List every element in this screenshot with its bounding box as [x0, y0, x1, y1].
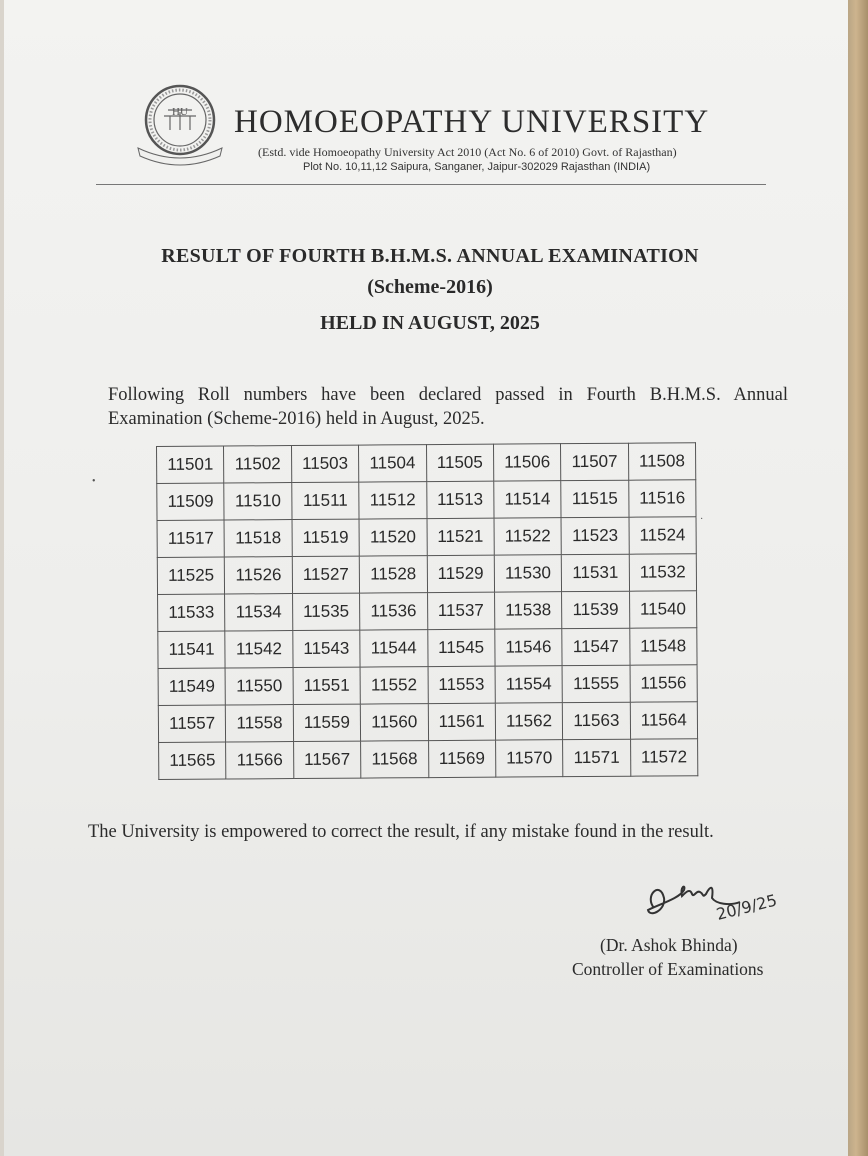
roll-number-cell: 11546	[495, 629, 563, 666]
roll-number-cell: 11563	[563, 702, 631, 739]
roll-number-cell: 11518	[224, 520, 292, 557]
roll-number-cell: 11564	[630, 702, 698, 739]
university-seal-icon	[134, 82, 224, 167]
signatory-designation: Controller of Examinations	[572, 959, 764, 979]
roll-number-cell: 11515	[561, 480, 629, 517]
roll-number-cell: 11502	[224, 446, 292, 483]
exam-held-date: HELD IN AUGUST, 2025	[320, 312, 540, 334]
roll-number-cell: 11561	[428, 703, 496, 740]
roll-number-cell: 11549	[158, 668, 226, 705]
roll-number-cell: 11522	[494, 518, 562, 555]
roll-number-cell: 11565	[159, 742, 227, 779]
roll-number-cell: 11572	[630, 739, 698, 776]
roll-number-cell: 11545	[427, 629, 495, 666]
roll-number-table	[156, 442, 698, 780]
roll-number-cell: 11514	[494, 481, 562, 518]
roll-number-cell: 11519	[292, 519, 360, 556]
roll-number-cell: 11542	[225, 631, 293, 668]
roll-number-cell: 11523	[561, 517, 629, 554]
roll-number-cell: 11534	[225, 594, 293, 631]
paper-speck: ·	[700, 514, 704, 525]
roll-number-cell: 11524	[629, 517, 697, 554]
roll-number-cell: 11557	[158, 705, 226, 742]
roll-number-cell: 11531	[562, 554, 630, 591]
roll-number-cell: 11509	[157, 483, 225, 520]
roll-number-cell: 11504	[359, 445, 427, 482]
disclaimer-text: The University is empowered to correct the result, if any mistake found in the result.	[88, 822, 714, 842]
roll-number-cell: 11550	[225, 668, 293, 705]
roll-number-cell: 11512	[359, 482, 427, 519]
roll-number-cell: 11510	[224, 483, 292, 520]
roll-number-cell: 11506	[493, 444, 561, 481]
roll-number-cell: 11567	[293, 741, 361, 778]
scheme-subtitle: (Scheme-2016)	[367, 276, 493, 298]
roll-number-cell: 11525	[157, 557, 225, 594]
table-row	[157, 517, 696, 558]
table-row	[157, 554, 696, 595]
roll-number-cell: 11539	[562, 591, 630, 628]
roll-number-cell: 11559	[293, 704, 361, 741]
table-row	[158, 591, 697, 632]
roll-number-cell: 11528	[359, 556, 427, 593]
signatory-name: (Dr. Ashok Bhinda)	[600, 935, 738, 955]
roll-number-cell: 11570	[495, 740, 563, 777]
roll-number-cell: 11560	[360, 704, 428, 741]
roll-number-cell: 11541	[158, 631, 226, 668]
roll-number-cell: 11521	[427, 518, 495, 555]
roll-number-cell: 11508	[628, 443, 696, 480]
roll-number-cell: 11516	[628, 480, 696, 517]
university-name: HOMOEOPATHY UNIVERSITY	[234, 104, 710, 140]
roll-number-cell: 11520	[359, 519, 427, 556]
roll-number-cell: 11527	[292, 556, 360, 593]
paper-speck: •	[92, 476, 96, 487]
table-row	[158, 628, 697, 669]
handwritten-signature	[640, 868, 800, 928]
roll-number-cell: 11553	[428, 666, 496, 703]
result-title: RESULT OF FOURTH B.H.M.S. ANNUAL EXAMINATION	[161, 245, 699, 267]
roll-number-cell: 11517	[157, 520, 225, 557]
roll-number-cell: 11568	[361, 741, 429, 778]
roll-number-cell: 11558	[226, 705, 294, 742]
roll-number-cell: 11501	[157, 446, 225, 483]
roll-number-cell: 11535	[292, 593, 360, 630]
header-divider	[96, 184, 766, 185]
table-row	[158, 702, 697, 743]
roll-number-cell: 11548	[629, 628, 697, 665]
table-row	[158, 665, 697, 706]
roll-number-cell: 11507	[561, 443, 629, 480]
roll-number-cell: 11569	[428, 740, 496, 777]
roll-number-cell: 11554	[495, 666, 563, 703]
roll-number-cell: 11544	[360, 630, 428, 667]
roll-number-cell: 11540	[629, 591, 697, 628]
roll-number-cell: 11533	[158, 594, 226, 631]
roll-number-cell: 11566	[226, 742, 294, 779]
roll-number-cell: 11513	[426, 481, 494, 518]
roll-number-cell: 11526	[225, 557, 293, 594]
table-row	[157, 443, 696, 484]
intro-paragraph: Following Roll numbers have been declared passed in Fourth B.H.M.S. Annual Examination (Scheme-2016) held in August, 2025.	[108, 385, 788, 429]
table-row	[159, 739, 698, 780]
desk-edge	[848, 0, 868, 1156]
roll-number-cell: 11529	[427, 555, 495, 592]
roll-number-cell: 11547	[562, 628, 630, 665]
roll-number-cell: 11532	[629, 554, 697, 591]
roll-number-cell: 11555	[562, 665, 630, 702]
establishment-note: (Estd. vide Homoeopathy University Act 2010 (Act No. 6 of 2010) Govt. of Rajasthan)	[258, 145, 677, 159]
roll-number-cell: 11505	[426, 444, 494, 481]
roll-number-cell: 11536	[360, 593, 428, 630]
roll-number-cell: 11530	[494, 555, 562, 592]
roll-number-cell: 11562	[495, 703, 563, 740]
roll-number-cell: 11543	[293, 630, 361, 667]
roll-number-cell: 11571	[563, 739, 631, 776]
roll-number-cell: 11537	[427, 592, 495, 629]
university-address: Plot No. 10,11,12 Saipura, Sanganer, Jaipur-302029 Rajasthan (INDIA)	[303, 161, 651, 173]
roll-number-cell: 11556	[630, 665, 698, 702]
seal-monogram: HU	[172, 106, 188, 118]
table-row	[157, 480, 696, 521]
roll-number-cell: 11552	[360, 667, 428, 704]
roll-number-cell: 11538	[494, 592, 562, 629]
svg-text:20/9/25: 20/9/25	[714, 890, 779, 924]
roll-number-cell: 11511	[292, 482, 360, 519]
roll-number-cell: 11551	[293, 667, 361, 704]
roll-number-cell: 11503	[291, 445, 359, 482]
